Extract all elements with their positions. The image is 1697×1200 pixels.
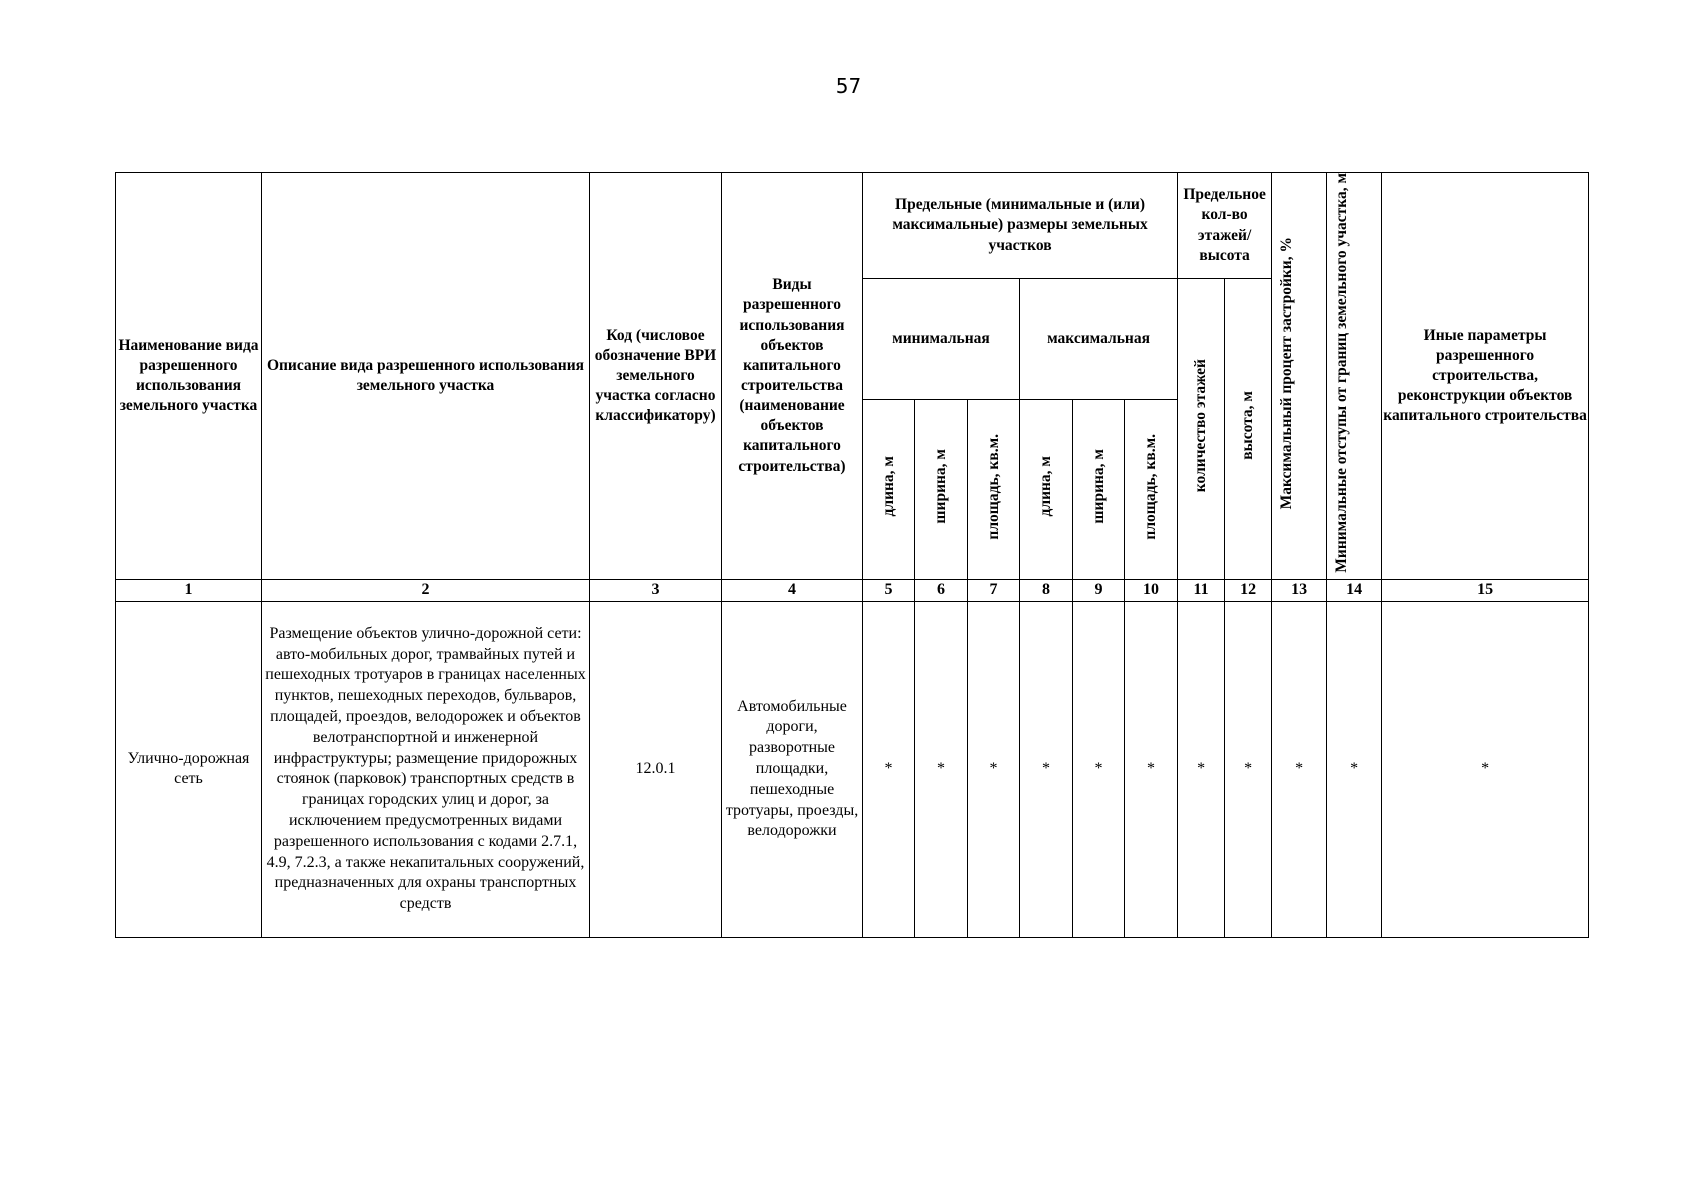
column-number: 13 (1272, 579, 1327, 601)
cell-other: * (1382, 601, 1589, 937)
table-row (116, 601, 1589, 937)
header-floors-count (1178, 279, 1225, 580)
header-sizes-group: Предельные (минимальные и (или) максимальные) размеры земельных участков (863, 173, 1178, 279)
cell-height: * (1225, 601, 1272, 937)
header-max-length-text: длина, м (1037, 456, 1055, 517)
column-number: 15 (1382, 579, 1589, 601)
header-maximal: максимальная (1020, 279, 1178, 400)
header-description: Описание вида разрешенного использования земельного участка (262, 173, 590, 580)
cell-description: Размещение объектов улично-дорожной сети: авто-мобильных дорог, трамвайных путей и пешеходных тротуаров в границах населенных пунктов, пешеходных переходов, бульваров, площадей, проездов, велодорожек и объектов велотранспортной и инженерной инфраструктуры; размещение придорожных стоянок (парковок) транспортных средств в границах городских улиц и дорог, за исключением предусмотренных видами разрешенного использования с кодами 2.7.1, 4.9, 7.2.3, а также некапитальных сооружений, предназначенных для охраны транспортных средств (262, 601, 590, 937)
column-number: 8 (1020, 579, 1073, 601)
cell-max-area: * (1125, 601, 1178, 937)
column-number: 6 (915, 579, 968, 601)
column-number: 4 (722, 579, 863, 601)
header-name: Наименование вида разрешенного использования земельного участка (116, 173, 262, 580)
header-max-area-text: площадь, кв.м. (1142, 433, 1160, 540)
column-number: 14 (1327, 579, 1382, 601)
header-max-percent-text: Максимальный процент застройки, % (1278, 236, 1296, 510)
header-floors-count-text: количество этажей (1192, 359, 1210, 493)
column-number: 12 (1225, 579, 1272, 601)
header-min-width-text: ширина, м (932, 449, 950, 524)
header-min-length-text: длина, м (879, 456, 897, 517)
cell-max-width: * (1073, 601, 1125, 937)
column-number: 1 (116, 579, 262, 601)
header-max-area (1125, 399, 1178, 579)
cell-min-area: * (968, 601, 1020, 937)
cell-min-setback: * (1327, 601, 1382, 937)
header-max-length (1020, 399, 1073, 579)
cell-floors-count: * (1178, 601, 1225, 937)
header-floors-group: Предельное кол-во этажей/ высота (1178, 173, 1272, 279)
header-max-width-text: ширина, м (1089, 449, 1107, 524)
column-numbers-row (116, 579, 1589, 601)
cell-code: 12.0.1 (590, 601, 722, 937)
cell-min-width: * (915, 601, 968, 937)
column-number: 7 (968, 579, 1020, 601)
header-other: Иные параметры разрешенного строительства, реконструкции объектов капитального строительства (1382, 173, 1589, 580)
column-number: 2 (262, 579, 590, 601)
page-number: 57 (835, 74, 862, 98)
header-code: Код (числовое обозначение ВРИ земельного участка согласно классификатору) (590, 173, 722, 580)
cell-max-percent: * (1272, 601, 1327, 937)
cell-name: Улично-дорожная сеть (116, 601, 262, 937)
land-use-regulations-table (115, 172, 1589, 938)
header-min-length (863, 399, 915, 579)
header-min-area (968, 399, 1020, 579)
column-number: 5 (863, 579, 915, 601)
header-min-area-text: площадь, кв.м. (984, 433, 1002, 540)
header-max-percent (1272, 173, 1327, 580)
cell-kinds: Автомобильные дороги, разворотные площадки, пешеходные тротуары, проезды, велодорожки (722, 601, 863, 937)
header-max-width (1073, 399, 1125, 579)
header-height-text: высота, м (1239, 391, 1257, 461)
cell-min-length: * (863, 601, 915, 937)
column-number: 3 (590, 579, 722, 601)
column-number: 11 (1178, 579, 1225, 601)
cell-max-length: * (1020, 601, 1073, 937)
header-min-width (915, 399, 968, 579)
column-number: 9 (1073, 579, 1125, 601)
header-minimal: минимальная (863, 279, 1020, 400)
header-min-setback-text: Минимальные отступы от границ земельного участка, м (1333, 173, 1351, 573)
header-min-setback (1327, 173, 1382, 580)
column-number: 10 (1125, 579, 1178, 601)
header-height (1225, 279, 1272, 580)
header-kinds: Виды разрешенного использования объектов капитального строительства (наименование объектов капитального строительства) (722, 173, 863, 580)
